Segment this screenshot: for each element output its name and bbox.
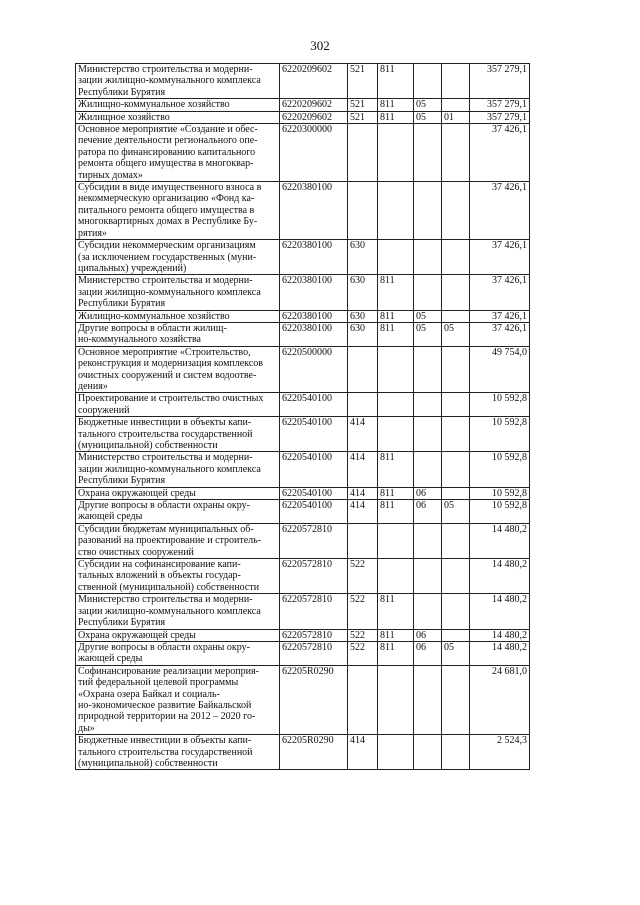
item-name-line: ство очистных сооружений: [78, 546, 194, 558]
table-row: [76, 64, 530, 99]
item-name-cell: [76, 240, 280, 275]
item-name-cell: [76, 124, 280, 182]
subsection-cell: [442, 487, 470, 499]
expense-type-cell: 521: [348, 99, 378, 111]
administrator-cell: [378, 124, 414, 182]
item-name-line: зации жилищно-коммунального комплекса: [78, 75, 261, 87]
item-name-line: сооружений: [78, 404, 130, 416]
section-cell: 06: [414, 487, 442, 499]
section-cell: [414, 182, 442, 240]
amount-cell: 37 426,1: [470, 182, 530, 240]
target-article-cell: 6220500000: [280, 346, 348, 393]
item-name-line: Субсидии на софинансирование капи-: [78, 559, 241, 571]
item-name-cell: [76, 99, 280, 111]
amount-cell: 37 426,1: [470, 124, 530, 182]
item-name-line: Республики Бурятия: [78, 86, 166, 98]
subsection-cell: [442, 523, 470, 558]
item-name-cell: [76, 322, 280, 346]
table-row: [76, 346, 530, 393]
administrator-cell: [378, 240, 414, 275]
target-article-cell: 6220380100: [280, 310, 348, 322]
item-name-cell: [76, 487, 280, 499]
section-cell: [414, 124, 442, 182]
table-row: [76, 735, 530, 770]
administrator-cell: [378, 665, 414, 734]
item-name-line: очистных сооружений и систем водоотве-: [78, 369, 257, 381]
item-name-cell: [76, 665, 280, 734]
item-name-line: но-коммунального хозяйства: [78, 334, 201, 346]
table-row: [76, 500, 530, 524]
item-name-line: рятия»: [78, 227, 107, 239]
item-name-cell: [76, 641, 280, 665]
subsection-cell: 05: [442, 322, 470, 346]
expense-type-cell: 630: [348, 322, 378, 346]
expense-type-cell: 414: [348, 735, 378, 770]
administrator-cell: 811: [378, 111, 414, 123]
expense-type-cell: 630: [348, 310, 378, 322]
target-article-cell: 6220540100: [280, 500, 348, 524]
subsection-cell: [442, 64, 470, 99]
expense-type-cell: [348, 182, 378, 240]
target-article-cell: 6220209602: [280, 99, 348, 111]
subsection-cell: 05: [442, 500, 470, 524]
amount-cell: 2 524,3: [470, 735, 530, 770]
administrator-cell: 811: [378, 452, 414, 487]
table-row: [76, 417, 530, 452]
amount-cell: 24 681,0: [470, 665, 530, 734]
administrator-cell: [378, 523, 414, 558]
expense-type-cell: [348, 124, 378, 182]
expense-type-cell: 522: [348, 629, 378, 641]
item-name-line: Бюджетные инвестиции в объекты капи-: [78, 735, 252, 747]
item-name-line: ципальных) учреждений): [78, 262, 187, 274]
administrator-cell: [378, 417, 414, 452]
amount-cell: 14 480,2: [470, 641, 530, 665]
target-article-cell: 6220540100: [280, 487, 348, 499]
administrator-cell: 811: [378, 500, 414, 524]
administrator-cell: 811: [378, 641, 414, 665]
item-name-line: Другие вопросы в области охраны окру-: [78, 641, 250, 653]
table-row: [76, 99, 530, 111]
item-name-line: тального строительства государственной: [78, 428, 253, 440]
target-article-cell: 6220380100: [280, 275, 348, 310]
item-name-cell: [76, 735, 280, 770]
item-name-line: разований на проектирование и строитель-: [78, 535, 262, 547]
item-name-line: питального ремонта общего имущества в: [78, 204, 255, 216]
administrator-cell: [378, 735, 414, 770]
table-row: [76, 275, 530, 310]
target-article-cell: 6220540100: [280, 393, 348, 417]
table-row: [76, 310, 530, 322]
amount-cell: 10 592,8: [470, 500, 530, 524]
subsection-cell: [442, 452, 470, 487]
amount-cell: 10 592,8: [470, 417, 530, 452]
section-cell: [414, 275, 442, 310]
item-name-line: но-экономическое развитие Байкальской: [78, 699, 252, 711]
section-cell: 05: [414, 111, 442, 123]
item-name-line: Министерство строительства и модерни-: [78, 594, 253, 606]
item-name-line: (муниципальной) собственности: [78, 757, 218, 769]
amount-cell: 14 480,2: [470, 559, 530, 594]
administrator-cell: [378, 182, 414, 240]
administrator-cell: 811: [378, 629, 414, 641]
section-cell: 05: [414, 322, 442, 346]
item-name-line: Министерство строительства и модерни-: [78, 452, 253, 464]
subsection-cell: [442, 99, 470, 111]
table-row: [76, 641, 530, 665]
item-name-line: Субсидии в виде имущественного взноса в: [78, 182, 262, 194]
expense-type-cell: 521: [348, 111, 378, 123]
item-name-cell: [76, 346, 280, 393]
target-article-cell: 62205R0290: [280, 665, 348, 734]
section-cell: [414, 346, 442, 393]
item-name-line: Охрана окружающей среды: [78, 487, 196, 499]
subsection-cell: [442, 346, 470, 393]
item-name-line: Министерство строительства и модерни-: [78, 275, 253, 287]
item-name-cell: [76, 275, 280, 310]
section-cell: [414, 735, 442, 770]
item-name-line: некоммерческую организацию «Фонд ка-: [78, 193, 255, 205]
item-name-line: печение деятельности регионального опе-: [78, 135, 258, 147]
item-name-line: Республики Бурятия: [78, 298, 166, 310]
amount-cell: 49 754,0: [470, 346, 530, 393]
expense-type-cell: 522: [348, 594, 378, 629]
item-name-line: (за исключением государственных (муни-: [78, 251, 257, 263]
table-row: [76, 111, 530, 123]
item-name-line: жающей среды: [78, 653, 143, 665]
table-row: [76, 523, 530, 558]
administrator-cell: 811: [378, 322, 414, 346]
budget-table-body: [76, 64, 530, 770]
subsection-cell: [442, 629, 470, 641]
item-name-cell: [76, 111, 280, 123]
subsection-cell: [442, 665, 470, 734]
administrator-cell: 811: [378, 275, 414, 310]
subsection-cell: [442, 594, 470, 629]
amount-cell: 357 279,1: [470, 99, 530, 111]
expense-type-cell: 522: [348, 559, 378, 594]
target-article-cell: 6220380100: [280, 182, 348, 240]
administrator-cell: 811: [378, 99, 414, 111]
budget-table: [75, 63, 530, 770]
administrator-cell: 811: [378, 487, 414, 499]
target-article-cell: 6220209602: [280, 111, 348, 123]
amount-cell: 14 480,2: [470, 629, 530, 641]
item-name-cell: [76, 64, 280, 99]
table-row: [76, 322, 530, 346]
expense-type-cell: 630: [348, 240, 378, 275]
expense-type-cell: 521: [348, 64, 378, 99]
target-article-cell: 6220380100: [280, 322, 348, 346]
item-name-line: тальных вложений в объекты государ-: [78, 570, 241, 582]
table-row: [76, 182, 530, 240]
item-name-line: реконструкция и модернизация комплексов: [78, 358, 263, 370]
amount-cell: 37 426,1: [470, 275, 530, 310]
subsection-cell: [442, 393, 470, 417]
subsection-cell: [442, 310, 470, 322]
amount-cell: 357 279,1: [470, 64, 530, 99]
target-article-cell: 6220540100: [280, 417, 348, 452]
subsection-cell: [442, 735, 470, 770]
amount-cell: 37 426,1: [470, 240, 530, 275]
table-row: [76, 393, 530, 417]
item-name-cell: [76, 594, 280, 629]
section-cell: [414, 64, 442, 99]
item-name-line: Министерство строительства и модерни-: [78, 64, 253, 75]
table-row: [76, 559, 530, 594]
item-name-line: Бюджетные инвестиции в объекты капи-: [78, 417, 252, 429]
item-name-line: Основное мероприятие «Создание и обес-: [78, 124, 258, 136]
expense-type-cell: [348, 393, 378, 417]
item-name-cell: [76, 417, 280, 452]
section-cell: [414, 452, 442, 487]
item-name-line: ремонта общего имущества в многоквар-: [78, 158, 254, 170]
subsection-cell: 01: [442, 111, 470, 123]
section-cell: 06: [414, 629, 442, 641]
amount-cell: 14 480,2: [470, 594, 530, 629]
item-name-line: зации жилищно-коммунального комплекса: [78, 463, 261, 475]
item-name-cell: [76, 452, 280, 487]
amount-cell: 37 426,1: [470, 322, 530, 346]
table-row: [76, 594, 530, 629]
administrator-cell: 811: [378, 64, 414, 99]
amount-cell: 10 592,8: [470, 452, 530, 487]
expense-type-cell: 522: [348, 641, 378, 665]
amount-cell: 37 426,1: [470, 310, 530, 322]
administrator-cell: [378, 393, 414, 417]
item-name-cell: [76, 523, 280, 558]
item-name-line: Охрана окружающей среды: [78, 629, 196, 641]
item-name-line: Республики Бурятия: [78, 475, 166, 487]
section-cell: 06: [414, 500, 442, 524]
table-row: [76, 665, 530, 734]
item-name-cell: [76, 182, 280, 240]
section-cell: 05: [414, 310, 442, 322]
subsection-cell: [442, 559, 470, 594]
table-row: [76, 487, 530, 499]
target-article-cell: 6220300000: [280, 124, 348, 182]
item-name-line: Основное мероприятие «Строительство,: [78, 346, 251, 358]
expense-type-cell: [348, 523, 378, 558]
item-name-line: Софинансирование реализации мероприя-: [78, 665, 259, 677]
subsection-cell: [442, 124, 470, 182]
item-name-line: Другие вопросы в области охраны окру-: [78, 500, 250, 512]
expense-type-cell: [348, 346, 378, 393]
item-name-line: (муниципальной) собственности: [78, 440, 218, 451]
target-article-cell: 6220572810: [280, 523, 348, 558]
item-name-line: зации жилищно-коммунального комплекса: [78, 286, 261, 298]
amount-cell: 14 480,2: [470, 523, 530, 558]
item-name-line: тий федеральной целевой программы: [78, 677, 239, 689]
item-name-line: многоквартирных домах в Республике Бу-: [78, 216, 258, 228]
administrator-cell: [378, 346, 414, 393]
amount-cell: 357 279,1: [470, 111, 530, 123]
section-cell: [414, 393, 442, 417]
item-name-line: Жилищно-коммунальное хозяйство: [78, 99, 230, 111]
item-name-cell: [76, 500, 280, 524]
section-cell: [414, 417, 442, 452]
item-name-line: «Охрана озера Байкал и социаль-: [78, 688, 220, 700]
item-name-line: ратора по финансированию капитального: [78, 146, 256, 158]
item-name-line: Субсидии бюджетам муниципальных об-: [78, 523, 254, 535]
administrator-cell: 811: [378, 594, 414, 629]
amount-cell: 10 592,8: [470, 487, 530, 499]
subsection-cell: [442, 417, 470, 452]
expense-type-cell: 414: [348, 452, 378, 487]
subsection-cell: [442, 240, 470, 275]
target-article-cell: 6220572810: [280, 594, 348, 629]
target-article-cell: 6220380100: [280, 240, 348, 275]
table-row: [76, 240, 530, 275]
target-article-cell: 6220572810: [280, 559, 348, 594]
item-name-line: тирных домах»: [78, 169, 143, 181]
item-name-line: природной территории на 2012 – 2020 го-: [78, 711, 256, 723]
table-row: [76, 124, 530, 182]
target-article-cell: 6220572810: [280, 641, 348, 665]
expense-type-cell: 414: [348, 417, 378, 452]
item-name-cell: [76, 629, 280, 641]
item-name-line: Проектирование и строительство очистных: [78, 393, 264, 405]
item-name-cell: [76, 310, 280, 322]
item-name-line: ственной (муниципальной) собственности: [78, 581, 260, 593]
section-cell: 05: [414, 99, 442, 111]
target-article-cell: 6220540100: [280, 452, 348, 487]
section-cell: [414, 594, 442, 629]
subsection-cell: [442, 275, 470, 310]
item-name-line: тального строительства государственной: [78, 746, 253, 758]
table-row: [76, 629, 530, 641]
item-name-line: Жилищное хозяйство: [78, 111, 170, 123]
expense-type-cell: 414: [348, 487, 378, 499]
section-cell: [414, 240, 442, 275]
expense-type-cell: [348, 665, 378, 734]
amount-cell: 10 592,8: [470, 393, 530, 417]
expense-type-cell: 414: [348, 500, 378, 524]
target-article-cell: 62205R0290: [280, 735, 348, 770]
item-name-line: Жилищно-коммунальное хозяйство: [78, 310, 230, 322]
section-cell: [414, 523, 442, 558]
item-name-cell: [76, 393, 280, 417]
item-name-line: Другие вопросы в области жилищ-: [78, 322, 227, 334]
item-name-line: жающей среды: [78, 511, 143, 523]
item-name-cell: [76, 559, 280, 594]
item-name-line: Республики Бурятия: [78, 617, 166, 629]
subsection-cell: 05: [442, 641, 470, 665]
target-article-cell: 6220572810: [280, 629, 348, 641]
subsection-cell: [442, 182, 470, 240]
table-row: [76, 452, 530, 487]
section-cell: 06: [414, 641, 442, 665]
expense-type-cell: 630: [348, 275, 378, 310]
item-name-line: зации жилищно-коммунального комплекса: [78, 605, 261, 617]
section-cell: [414, 665, 442, 734]
administrator-cell: [378, 559, 414, 594]
item-name-line: Субсидии некоммерческим организациям: [78, 240, 256, 252]
item-name-line: ды»: [78, 722, 95, 734]
target-article-cell: 6220209602: [280, 64, 348, 99]
page-number: 302: [310, 38, 330, 53]
section-cell: [414, 559, 442, 594]
administrator-cell: 811: [378, 310, 414, 322]
item-name-line: дения»: [78, 380, 108, 392]
